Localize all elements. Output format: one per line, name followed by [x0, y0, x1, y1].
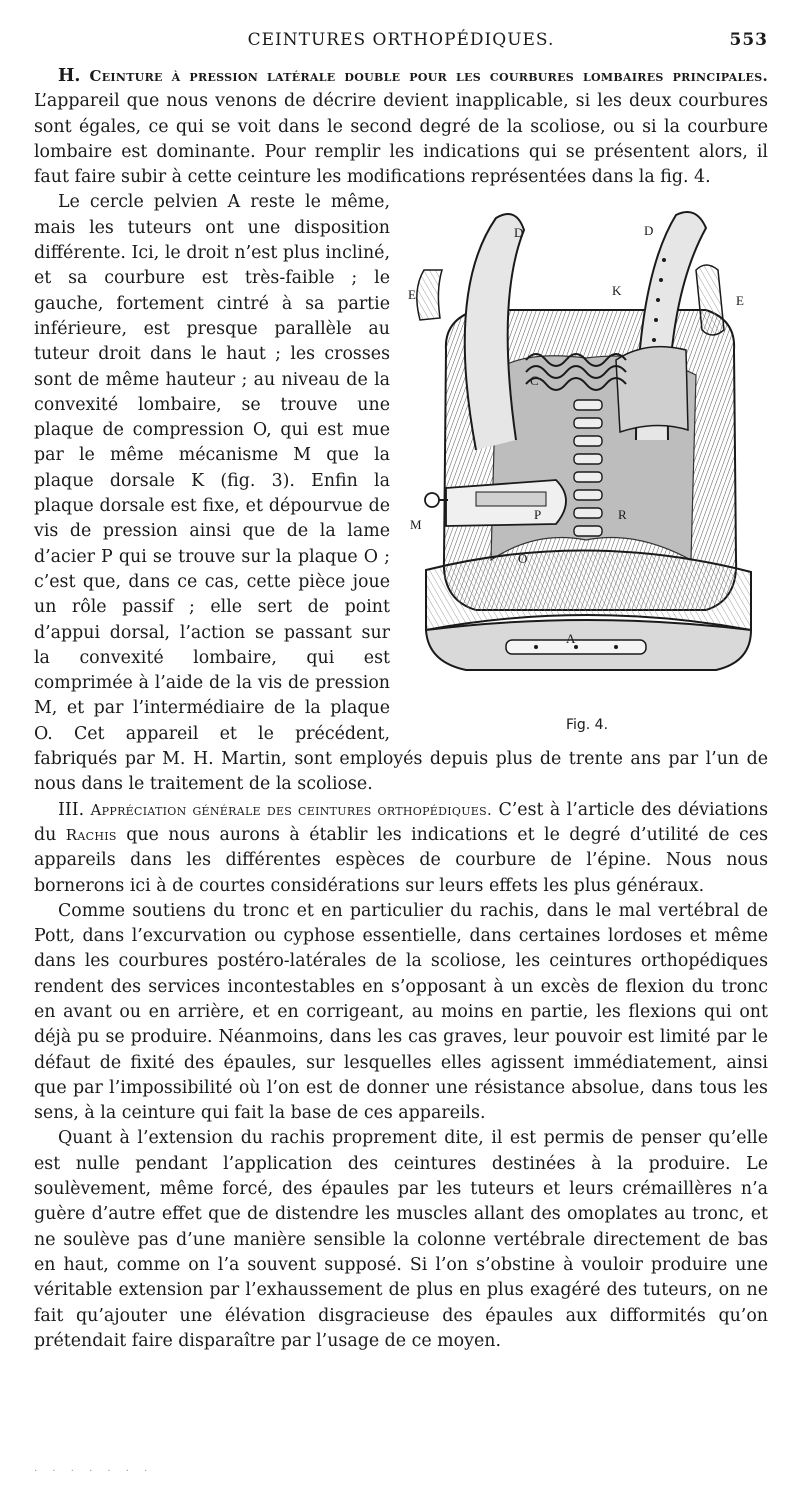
section-iii-term: Rachis [65, 825, 117, 844]
page-number: 553 [729, 30, 768, 50]
section-h-text: L’appareil que nous venons de décrire devient inapplicable, si les deux courbures sont égales, ce qui se voit dans le second degré de la scoliose, ou si la courbure lombaire est dominante. Pour remplir les indications qui se présentent alors, il faut faire subir à cette ceinture les modifications représentées dans la fig. 4. [34, 91, 768, 188]
figure-wrap-block [34, 190, 768, 898]
section-iii-title: Appréciation générale des ceintures orthopédiques. [90, 800, 493, 819]
section-iii-paragraph [34, 798, 768, 899]
figure-caption: Fig. 4. [565, 717, 609, 734]
figure-label-e-right: E [736, 293, 744, 309]
figure-label-c: C [530, 373, 539, 389]
running-head [34, 30, 768, 56]
figure-label-k: K [612, 283, 622, 299]
figure-label-m: M [410, 517, 422, 533]
figure-label-e-left: E [408, 287, 416, 303]
page-footer-marks: · · · · · · · [34, 1466, 154, 1477]
pelvic-circle-paragraph: Le cercle pelvien A reste le même, mais les tuteurs ont une disposition différente. Ici, le droit n’est plus incliné, et sa courbure est très-faible ; le gauche, fortement cintré à sa partie inférieure, est presque parallèle au tuteur droit dans le haut ; les crosses sont de même hauteur ; au niveau de la convexité lombaire, se trouve une plaque de compression O, qui est mue par le même mécanisme M que la plaque dorsale K (fig. 3). Enfin la plaque dorsale est fixe, et dépourvue de vis de pression ainsi que de la lame d’acier P qui se trouve sur la plaque O ; c’est que, dans ce cas, cette pièce joue un rôle passif ; elle sert de point d’appui dorsal, l’action se passant sur la convexité lombaire, qui est comprimée à l’aide de la vis de pression M, et par l’intermédiaire de la plaque O. Cet appareil et le précédent, fabriqués par M. H. Martin, sont employés depuis plus de trente ans par l’un de nous dans le traitement de la scoliose. [34, 192, 768, 795]
support-paragraph: Comme soutiens du tronc et en particulier du rachis, dans le mal vertébral de Pott, dans l’excurvation ou cyphose essentielle, dans certaines lordoses et même dans les courbures postéro-latérales de la scoliose, les ceintures orthopédiques rendent des services incontestables en s’opposant à un excès de flexion du tronc en avant ou en arrière, et en corrigeant, au moins en partie, les flexions qui ont déjà pu se produire. Néanmoins, dans les cas graves, leur pouvoir est limité par le défaut de fixité des épaules, sur lesquelles elles agissent immédiatement, ainsi que par l’impossibilité où l’on est de donner une résistance absolue, dans tous les sens, à la ceinture qui fait la base de ces appareils. [34, 900, 768, 1124]
figure-label-p: P [534, 507, 542, 523]
section-iii-text-before: C’est à l’article des déviations du [34, 799, 769, 845]
figure-label-r: R [618, 507, 627, 523]
running-title: CEINTURES ORTHOPÉDIQUES. [247, 30, 555, 50]
section-iii-number: III. [58, 799, 85, 820]
figure-label-o: O [518, 551, 528, 567]
section-h-paragraph [34, 64, 768, 190]
pelvic-ring-a [426, 551, 751, 631]
figure-label-d-left: D [514, 225, 524, 241]
figure-label-d-right: D [644, 223, 654, 239]
extension-paragraph: Quant à l’extension du rachis proprement dite, il est permis de penser qu’elle est nulle pendant l’application des ceintures destinées à la produire. Le soulèvement, même forcé, des épaules par les tuteurs et leurs crémaillères n’a guère d’autre effet que de distendre les muscles allant des omoplates au tronc, et ne soulève pas d’une manière sensible la colonne vertébrale directement de bas en haut, comme on l’a souvent supposé. Si l’on s’obstine à vouloir produire une véritable extension par l’exhaussement de plus en plus exagéré des tuteurs, on ne fait qu’ajouter une élévation disgracieuse des épaules aux difformités qu’on prétendait faire disparaître par l’usage de ce moyen. [34, 1128, 768, 1351]
screw-m [425, 493, 439, 507]
figure-label-a: A [566, 631, 576, 647]
section-h-title: Ceinture à pression latérale double pour les courbures lombaires principales. [89, 67, 768, 85]
corset-engraving [406, 200, 768, 710]
section-iii-text-after: que nous aurons à établir les indications et le degré d’utilité de ces appareils dans les différentes espèces de courbure de l’épine. Nous nous bornerons ici à de courtes considérations sur leurs effets les plus généraux. [34, 824, 768, 896]
figure-4 [406, 200, 768, 740]
section-h-number: H. [58, 66, 81, 86]
body-text [34, 64, 768, 1354]
left-pad [417, 270, 442, 320]
